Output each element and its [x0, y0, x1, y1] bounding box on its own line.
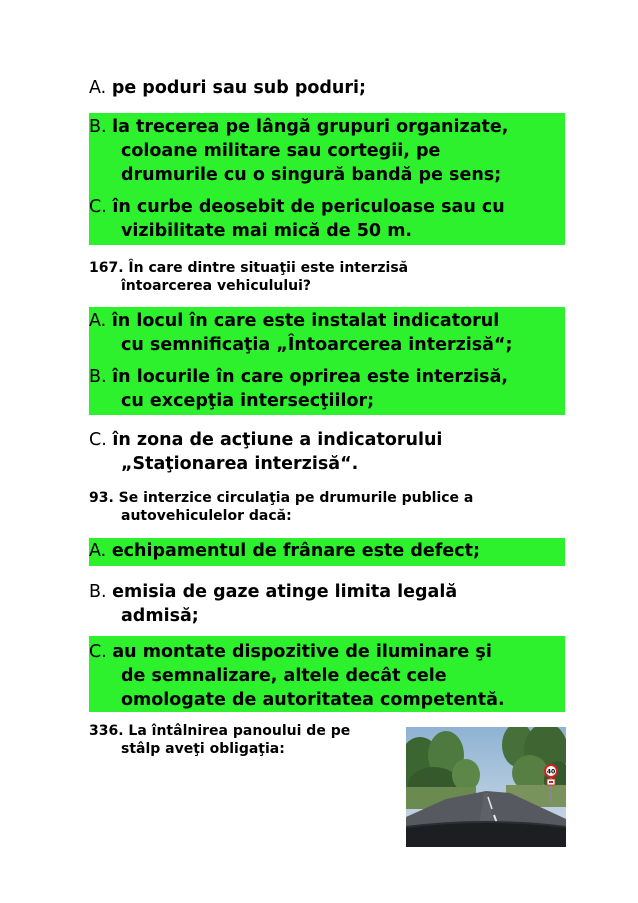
option-text: omologate de autoritatea competentă.: [121, 690, 505, 710]
option-letter: C.: [89, 430, 107, 450]
question-336: [89, 722, 399, 758]
option-text: coloane militare sau cortegii, pe: [121, 141, 441, 161]
option-letter: B.: [89, 367, 107, 387]
option-text: cu excepţia intersecţiilor;: [121, 391, 375, 411]
option-text: „Staţionarea interzisă“.: [121, 454, 359, 474]
option-text: emisia de gaze atinge limita legală: [112, 582, 458, 602]
answer-option-a[interactable]: [89, 76, 565, 100]
question-text: 336. La întâlnirea panoului de pe: [89, 723, 351, 739]
option-text: au montate dispozitive de iluminare şi: [112, 642, 492, 662]
option-letter: A.: [89, 311, 107, 331]
answer-option-a-correct[interactable]: [89, 538, 565, 566]
option-text: drumurile cu o singură bandă pe sens;: [121, 165, 502, 185]
answer-option-b-correct[interactable]: [89, 113, 565, 194]
speed-limit-value: 40: [546, 768, 556, 776]
answer-option-b-correct[interactable]: [89, 363, 565, 415]
question-text: întoarcerea vehiculului?: [121, 278, 312, 294]
option-text: cu semnificaţia „Întoarcerea interzisă“;: [121, 335, 513, 355]
option-text: în locul în care este instalat indicatorul: [111, 311, 500, 331]
road-photo: [406, 727, 566, 847]
question-text: autovehiculelor dacă:: [121, 508, 292, 524]
answer-option-c[interactable]: [89, 428, 565, 476]
answer-option-a-correct[interactable]: [89, 307, 565, 363]
question-93: [89, 489, 565, 525]
option-letter: B.: [89, 582, 107, 602]
answer-option-c-correct[interactable]: [89, 636, 565, 712]
question-text: 167. În care dintre situaţii este interzisă: [89, 260, 409, 276]
option-text: admisă;: [121, 606, 199, 626]
option-letter: A.: [89, 541, 107, 561]
option-letter: C.: [89, 642, 107, 662]
road-scene-illustration: [406, 727, 566, 847]
option-text: în curbe deosebit de periculoase sau cu: [112, 197, 505, 217]
option-letter: A.: [89, 78, 107, 98]
option-text: vizibilitate mai mică de 50 m.: [121, 221, 413, 241]
car-dashboard: [406, 822, 566, 847]
option-letter: C.: [89, 197, 107, 217]
option-text: pe poduri sau sub poduri;: [111, 78, 366, 98]
question-text: stâlp aveţi obligaţia:: [121, 741, 285, 757]
option-text: în locurile în care oprirea este interzisă,: [112, 367, 509, 387]
question-text: 93. Se interzice circulaţia pe drumurile publice a: [89, 490, 474, 506]
answer-option-b[interactable]: [89, 580, 565, 628]
option-text: în zona de acţiune a indicatorului: [112, 430, 443, 450]
option-text: de semnalizare, altele decât cele: [121, 666, 447, 686]
option-text: echipamentul de frânare este defect;: [111, 541, 480, 561]
answer-option-c-correct[interactable]: [89, 193, 565, 245]
option-text: la trecerea pe lângă grupuri organizate,: [112, 117, 509, 137]
question-167: [89, 259, 565, 295]
option-letter: B.: [89, 117, 107, 137]
